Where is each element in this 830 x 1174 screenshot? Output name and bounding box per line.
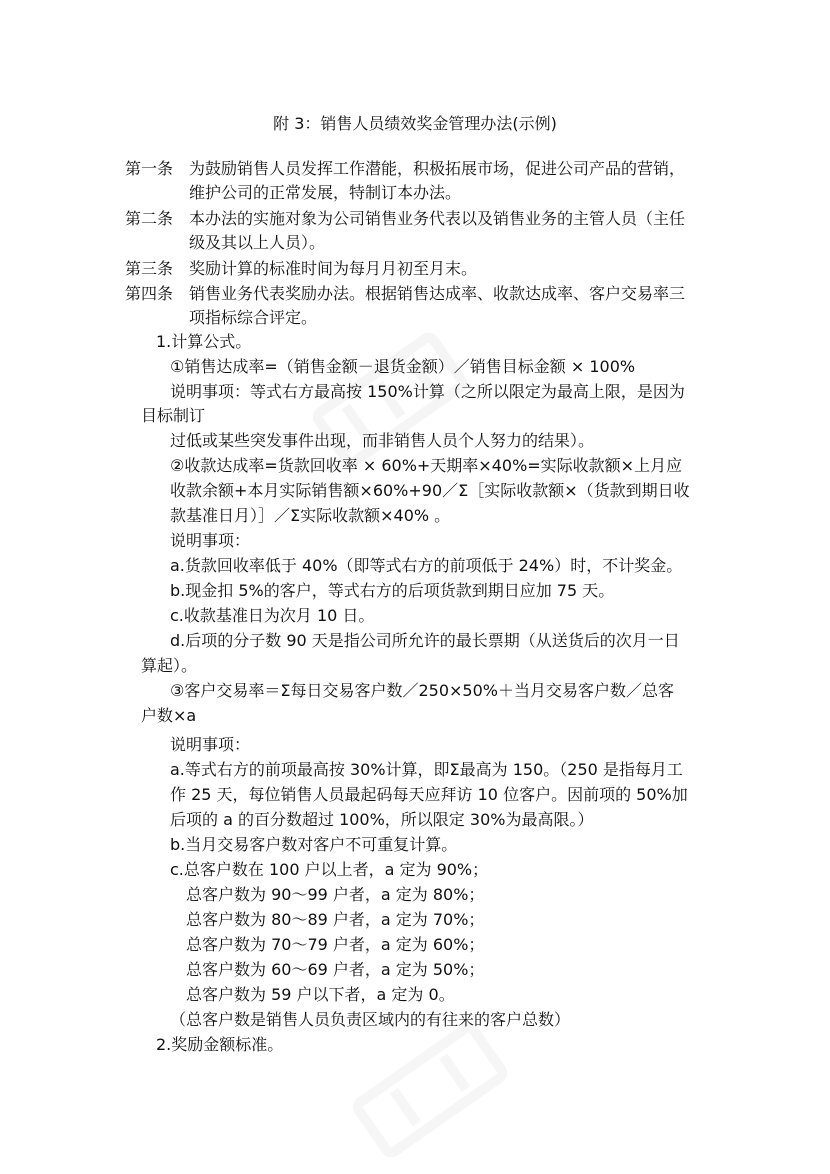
note-footer: （总客户数是销售人员负责区域内的有往来的客户总数） xyxy=(170,1010,571,1029)
article-2-line-2: 级及其以上人员）。 xyxy=(189,233,326,252)
formula-line: 户数×a xyxy=(141,706,197,725)
note-item: a.等式右方的前项最高按 30%计算，即Σ最高为 150。（250 是指每月工 xyxy=(170,760,683,779)
note-item: 算起）。 xyxy=(141,656,198,675)
article-1-label: 第一条 xyxy=(125,159,174,178)
tier-item: 总客户数为 60～69 户者，a 定为 50%； xyxy=(186,960,485,979)
note-item: b.现金扣 5%的客户，等式右方的后项货款到期日应加 75 天。 xyxy=(170,581,615,600)
article-4-label: 第四条 xyxy=(125,284,174,303)
note-item: c.收款基准日为次月 10 日。 xyxy=(170,606,375,625)
tier-item: 总客户数为 70～79 户者，a 定为 60%； xyxy=(186,935,485,954)
formula-sales-rate: ①销售达成率=（销售金额－退货金额）／销售目标金额 × 100% xyxy=(170,357,636,376)
note-item: a.货款回收率低于 40%（即等式右方的前项低于 24%）时，不计奖金。 xyxy=(170,556,683,575)
note-line: 目标制订 xyxy=(141,406,206,425)
formula-collection-rate: ②收款达成率=货款回收率 × 60%+天期率×40%=实际收款额×上月应 xyxy=(170,456,683,475)
article-2-line-1: 本办法的实施对象为公司销售业务代表以及销售业务的主管人员（主任 xyxy=(189,209,686,228)
document-title: 附 3：销售人员绩效奖金管理办法(示例) xyxy=(273,114,557,133)
article-4-line-2: 项指标综合评定。 xyxy=(189,308,318,327)
note-heading: 说明事项： xyxy=(170,735,251,754)
article-4-line-1: 销售业务代表奖励办法。根据销售达成率、收款达成率、客户交易率三 xyxy=(189,284,686,303)
note-line: 过低或某些突发事件出现，而非销售人员个人努力的结果）。 xyxy=(170,431,595,450)
watermark-icon-lower xyxy=(330,1010,530,1170)
formula-customer-rate: ③客户交易率＝Σ每日交易客户数／250×50%＋当月交易客户数／总客 xyxy=(170,681,674,700)
note-line: 说明事项：等式右方最高按 150%计算（之所以限定为最高上限，是因为 xyxy=(170,382,685,401)
note-heading: 说明事项： xyxy=(170,531,251,550)
tier-item: 总客户数为 80～89 户者，a 定为 70%； xyxy=(186,910,485,929)
note-item: 后项的 a 的百分数超过 100%，所以限定 30%为最高限。） xyxy=(170,810,594,829)
article-1-line-2: 维护公司的正常发展，特制订本办法。 xyxy=(189,183,462,202)
note-item: d.后项的分子数 90 天是指公司所允许的最长票期（从送货后的次月一日 xyxy=(170,631,680,650)
formula-line: 收款余额+本月实际销售额×60%+90／Σ［实际收款额×（货款到期日收 xyxy=(170,481,690,500)
formula-line: 款基准日月）］／Σ实际收款额×40% 。 xyxy=(170,506,451,525)
note-item: b.当月交易客户数对客户不可重复计算。 xyxy=(170,835,458,854)
article-1-line-1: 为鼓励销售人员发挥工作潜能，积极拓展市场，促进公司产品的营销， xyxy=(189,159,686,178)
article-2-label: 第二条 xyxy=(125,209,174,228)
section-2-heading: 2.奖励金额标准。 xyxy=(156,1035,284,1054)
tier-item: 总客户数为 59 户以下者，a 定为 0。 xyxy=(186,985,455,1004)
article-3-label: 第三条 xyxy=(125,259,174,278)
note-item: c.总客户数在 100 户以上者，a 定为 90%； xyxy=(170,860,489,879)
section-1-heading: 1.计算公式。 xyxy=(156,332,252,351)
note-item: 作 25 天，每位销售人员最起码每天应拜访 10 位客户。因前项的 50%加 xyxy=(170,785,688,804)
article-3-line-1: 奖励计算的标准时间为每月月初至月末。 xyxy=(189,259,478,278)
tier-item: 总客户数为 90～99 户者，a 定为 80%； xyxy=(186,885,485,904)
